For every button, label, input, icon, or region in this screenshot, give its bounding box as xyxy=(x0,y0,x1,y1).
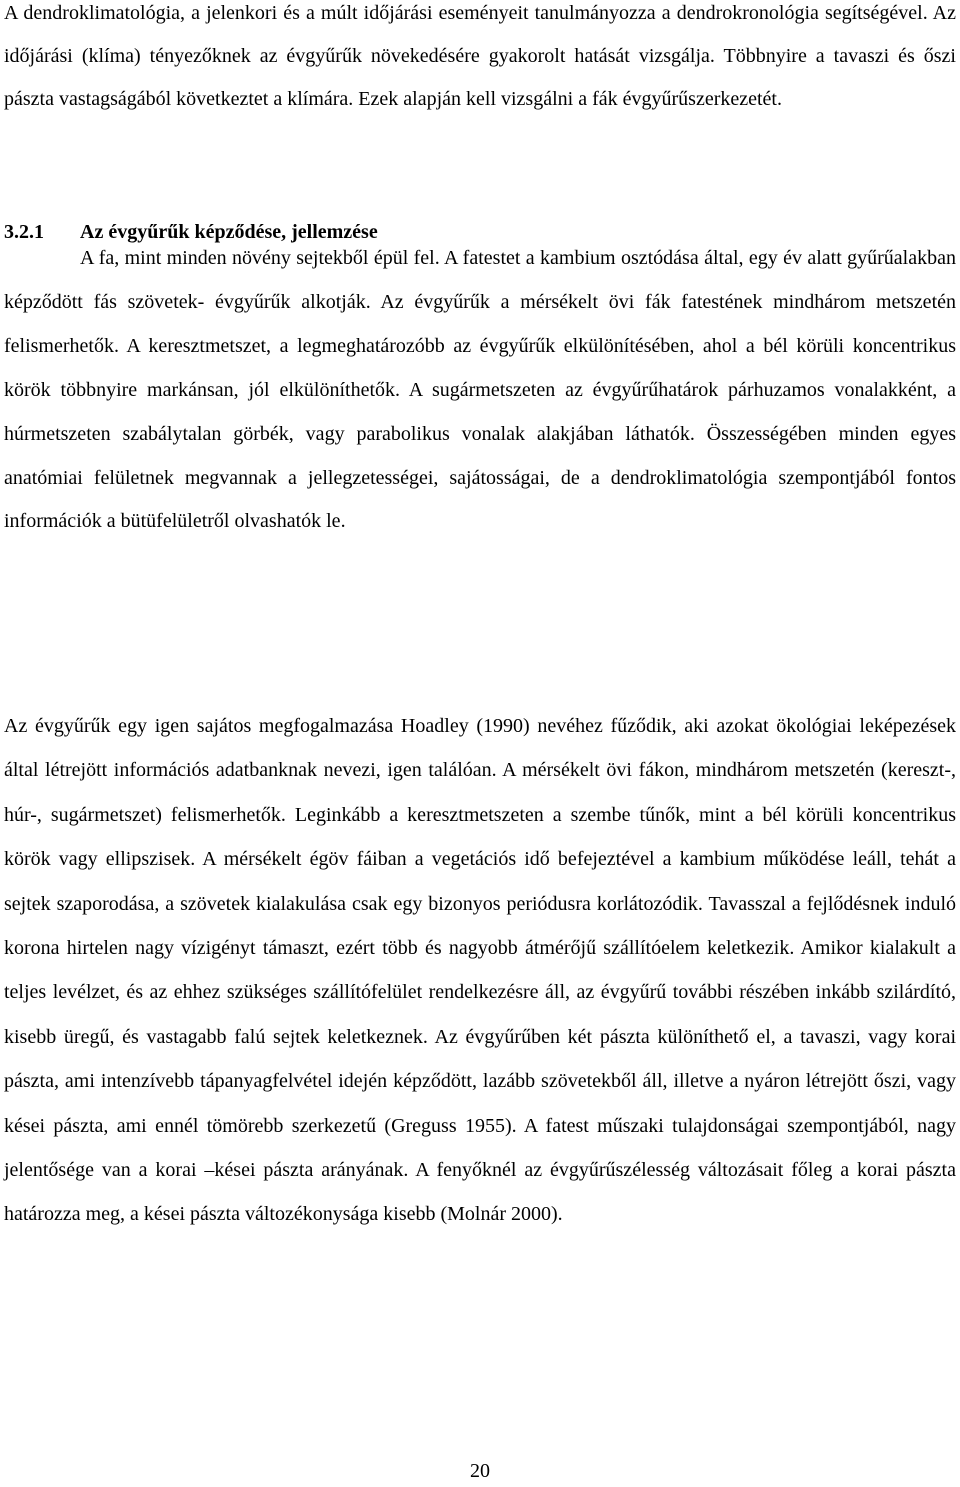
section-title: Az évgyűrűk képződése, jellemzése xyxy=(80,221,378,243)
page-number: 20 xyxy=(470,1460,490,1482)
section-number: 3.2.1 xyxy=(4,221,44,243)
intro-paragraph: A dendroklimatológia, a jelenkori és a múlt időjárási eseményeit tanulmányozza a dendrokronológia segítségével. Az időjárási (klíma) tényezőknek az évgyűrűk növekedésére gyakorolt hatását vizsgálja. Többnyire a tavaszi és őszi pászta vastagságából következtet a klímára. Ezek alapján kell vizsgálni a fák évgyűrűszerkezetét. xyxy=(4,2,956,110)
section-body-paragraph: A fa, mint minden növény sejtekből épül fel. A fatestet a kambium osztódása által, egy év alatt gyűrűalakban képződött fás szövetek- évgyűrűk alkotják. Az évgyűrűk a mérsékelt övi fák fatestének mindhárom metszetén felismerhetők. A keresztmetszet, a legmeghatározóbb az évgyűrűk elkülönítésében, ahol a bél körüli koncentrikus körök többnyire markánsan, jól elkülöníthetők. A sugármetszeten az évgyűrűhatárok párhuzamos vonalakként, a húrmetszeten szabálytalan görbék, vagy parabolikus vonalak alakjában láthatók. Összességében minden egyes anatómiai felületnek megvannak a jellegzetességei, sajátosságai, de a dendroklimatológia szempontjából fontos információk a bütüfelületről olvashatók le. xyxy=(4,247,956,533)
hoadley-paragraph: Az évgyűrűk egy igen sajátos megfogalmazása Hoadley (1990) nevéhez fűződik, aki azokat ökológiai leképezések által létrejött információs adatbanknak nevezi, igen találóan. A mérsékelt övi fákon, mindhárom metszetén (kereszt-, húr-, sugármetszet) felismerhetők. Leginkább a keresztmetszeten a szembe tűnők, mint a bél körüli koncentrikus körök vagy ellipszisek. A mérsékelt égöv fáiban a vegetációs idő befejeztével a kambium működése leáll, tehát a sejtek szaporodása, a szövetek kialakulása csak egy bizonyos periódusra korlátozódik. Tavasszal a fejlődésnek induló korona hirtelen nagy vízigényt támaszt, ezért több és nagyobb átmérőjű szállítóelem keletkezik. Amikor kialakult a teljes levélzet, és az ehhez szükséges szállítófelület rendelkezésre áll, az évgyűrű további részében inkább szilárdító, kisebb üregű, és vastagabb falú sejtek keletkeznek. Az évgyűrűben két pászta különíthető el, a tavaszi, vagy korai pászta, ami intenzívebb tápanyagfelvétel idején képződött, lazább szövetekből áll, illetve a nyáron létrejött őszi, vagy kései pászta, ami ennél tömörebb szerkezetű (Greguss 1955). A fatest műszaki tulajdonságai szempontjából, nagy jelentősége van a korai –kései pászta arányának. A fenyőknél az évgyűrűszélesség változásait főleg a korai pászta határozza meg, a kései pászta változékonysága kisebb (Molnár 2000). xyxy=(4,715,956,1226)
